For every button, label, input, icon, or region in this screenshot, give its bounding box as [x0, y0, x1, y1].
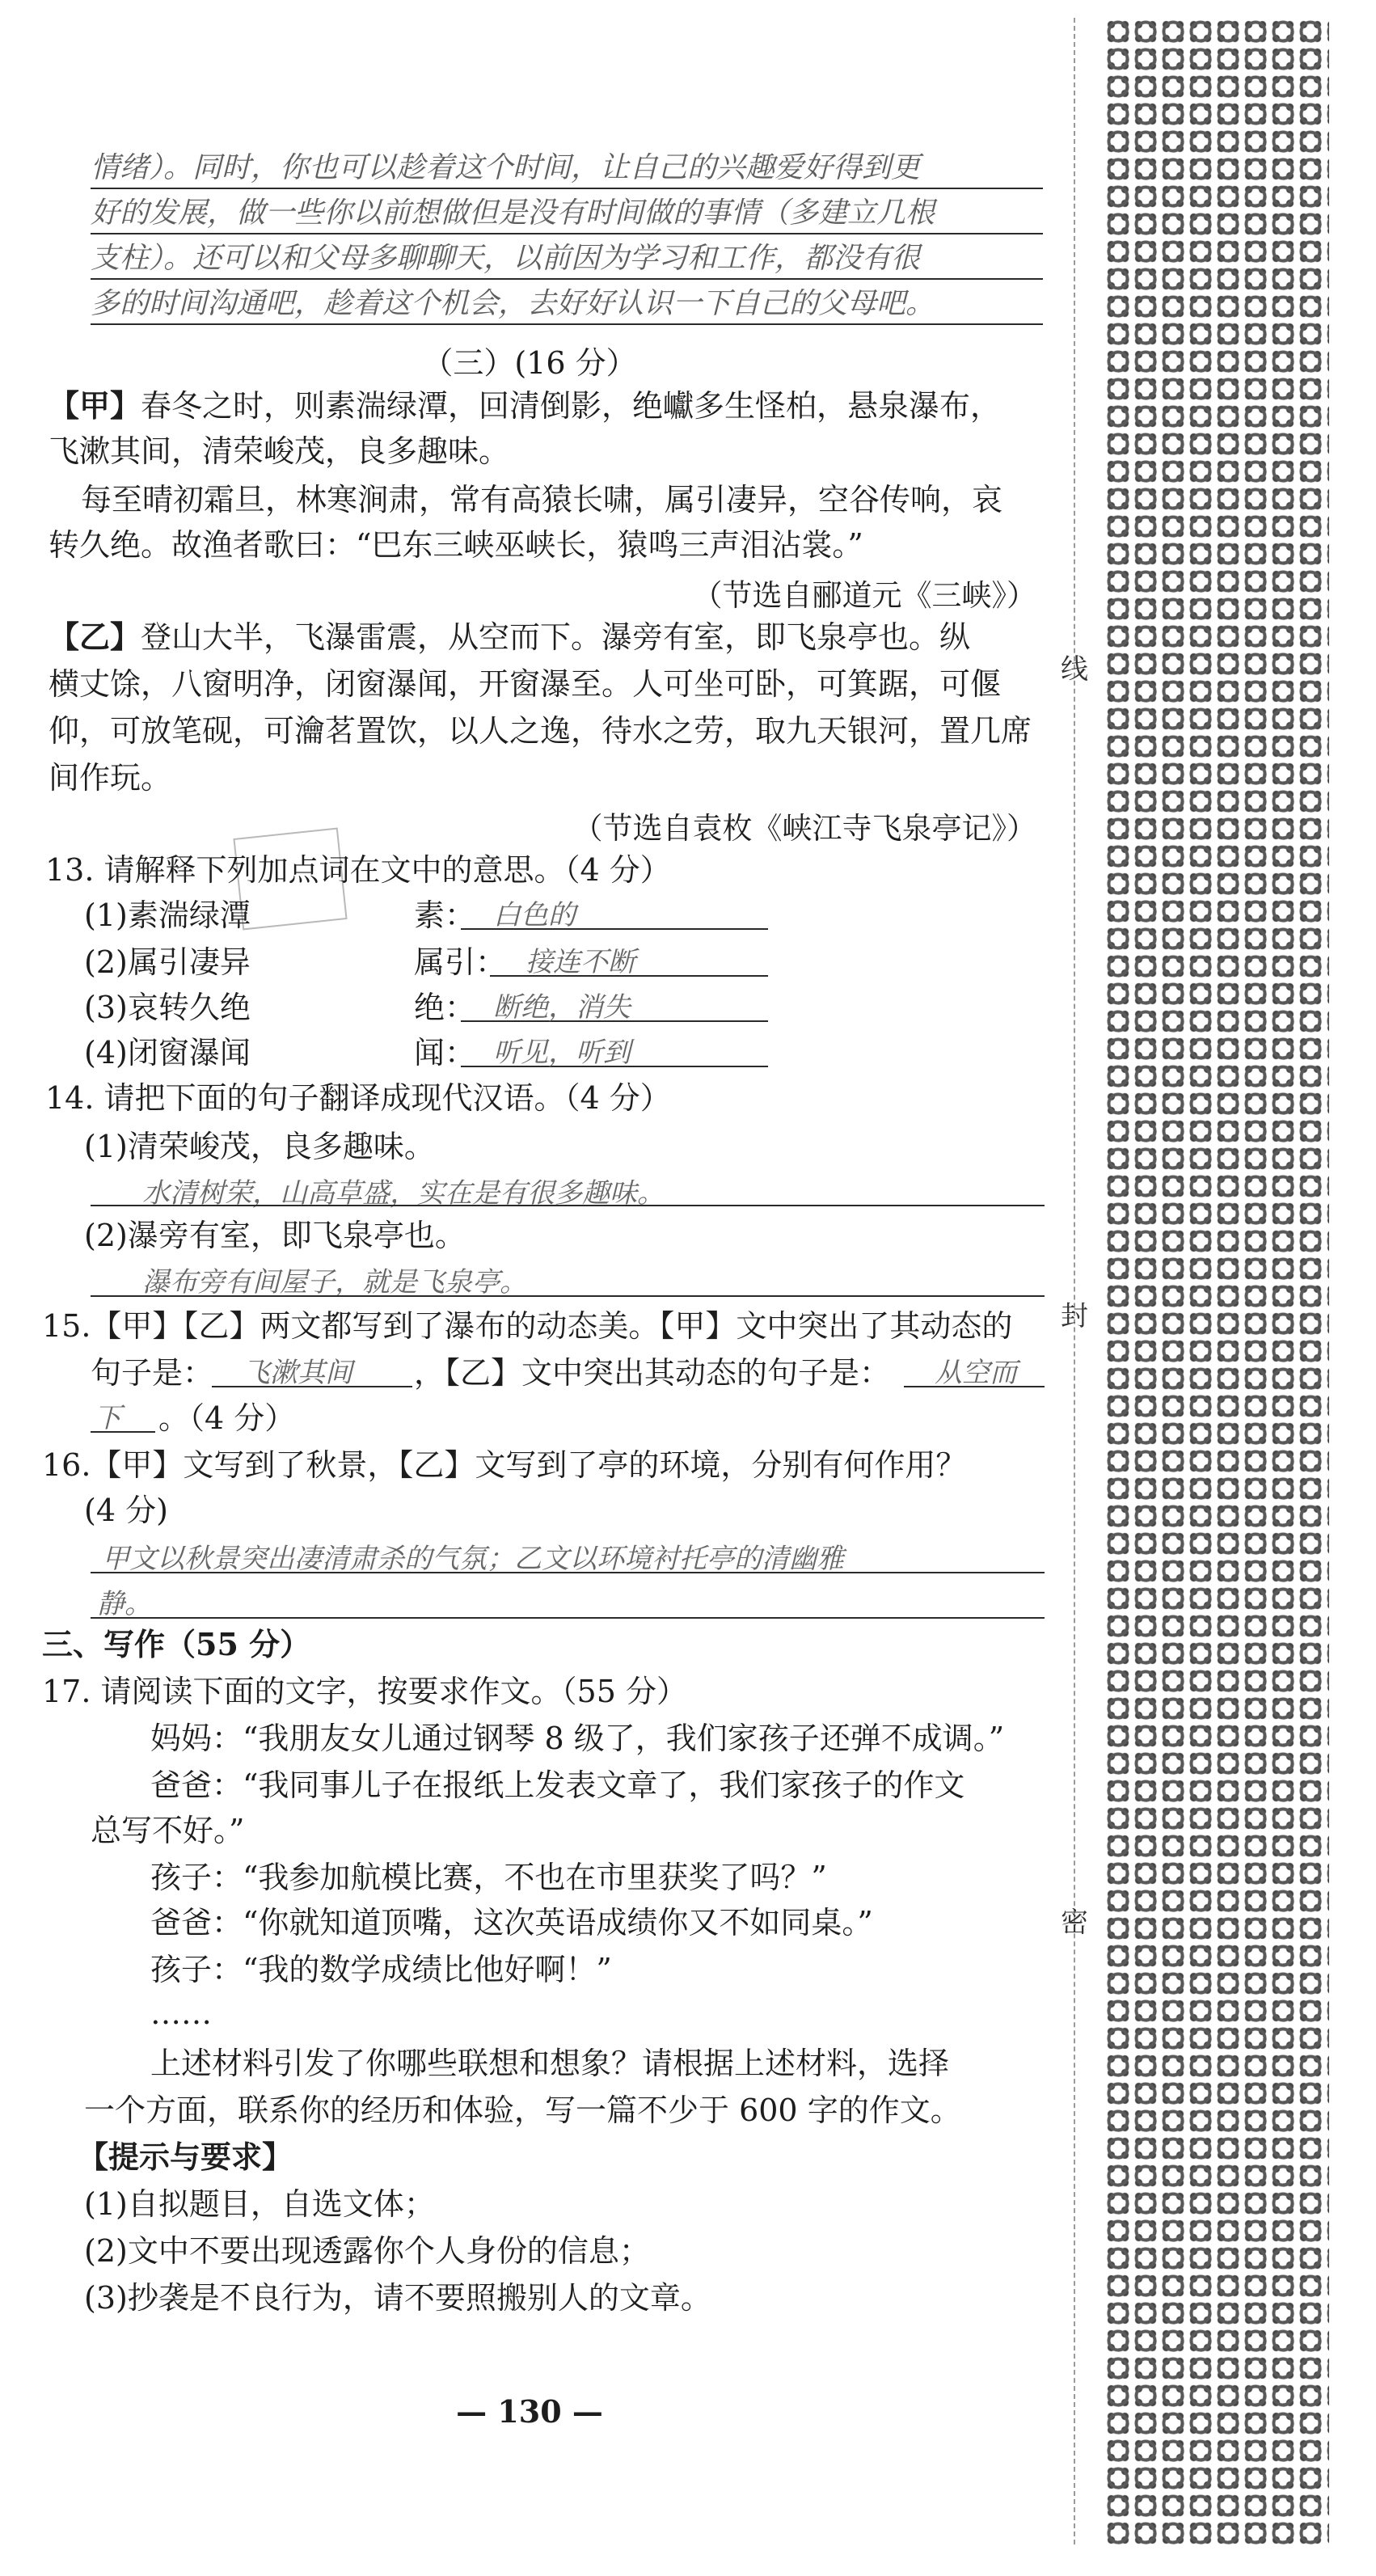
- passage-jia-line-4: 转久绝。故渔者歌曰：“巴东三峡巫峡长，猿鸣三声泪沾裳。”: [49, 527, 863, 563]
- q13-answer-3: 断绝，消失: [493, 991, 631, 1024]
- q14-answer-2: 瀑布旁有间屋子，就是飞泉亭。: [142, 1266, 527, 1299]
- q17-prompt-2: 一个方面，联系你的经历和体验，写一篇不少于 600 字的作文。: [84, 2092, 961, 2128]
- passage-jia-line-1: [49, 383, 1001, 429]
- q14-answer-1: 水清树荣，山高草盛，实在是有很多趣味。: [142, 1177, 665, 1210]
- q16-line-2: (4 分): [84, 1493, 168, 1528]
- passage-yi-text: 登山大半，飞瀑雷震，从空而下。瀑旁有室，即飞泉亭也。纵: [141, 619, 971, 655]
- passage-yi-line-1: [49, 614, 970, 660]
- q17-tips-title: 【提示与要求】: [78, 2139, 293, 2175]
- answer-rule: [91, 233, 1043, 234]
- passage-yi-line-3: 仰，可放笔砚，可瀹茗置饮，以人之逸，待水之劳，取九天银河，置几席: [49, 713, 1032, 749]
- section-writing-title: 三、写作（55 分）: [42, 1626, 311, 1662]
- binding-mark-seal: 封: [1061, 1300, 1088, 1332]
- passage-jia-line-2: 飞漱其间，清荣峻茂，良多趣味。: [49, 433, 510, 469]
- passage-yi-line-2: 横丈馀，八窗明净，闭窗瀑闻，开窗瀑至。人可坐可卧，可箕踞，可偃: [49, 666, 1002, 702]
- q17-dialog-1: 妈妈：“我朋友女儿通过钢琴 8 级了，我们家孩子还弹不成调。”: [150, 1721, 1005, 1756]
- q13-item-3-word: 绝：: [414, 990, 476, 1025]
- q13-item-2-word: 属引：: [414, 944, 507, 980]
- passage-jia-label: 【甲】: [49, 387, 141, 424]
- prev-answer-line-3: 支柱）。还可以和父母多聊聊天，以前因为学习和工作，都没有很: [91, 242, 921, 275]
- q17-dialog-4: 孩子：“我参加航模比赛，不也在市里获奖了吗？”: [150, 1860, 827, 1895]
- q15-answer-1: 飞漱其间: [243, 1357, 352, 1389]
- q15-answer-line-2[interactable]: [904, 1386, 1045, 1387]
- q13-answer-4: 听见，听到: [493, 1037, 631, 1069]
- prev-answer-line-2: 好的发展，做一些你以前想做但是没有时间做的事情（多建立几根: [91, 196, 935, 230]
- q13-item-1-word: 素：: [414, 897, 476, 933]
- q13-item-4-phrase: (4)闭窗瀑闻: [84, 1035, 251, 1071]
- q15-answer-line-1[interactable]: [212, 1386, 412, 1387]
- answer-rule: [91, 323, 1043, 325]
- prev-answer-line-4: 多的时间沟通吧，趁着这个机会，去好好认识一下自己的父母吧。: [91, 287, 935, 320]
- q16-line-1: 16.【甲】文写到了秋景，【乙】文写到了亭的环境，分别有何作用？: [42, 1447, 967, 1483]
- q15-mid: ，【乙】文中突出其动态的句子是：: [414, 1355, 891, 1391]
- q14-sentence-1: (1)清荣峻茂，良多趣味。: [84, 1129, 435, 1164]
- q14-sentence-2: (2)瀑旁有室，即飞泉亭也。: [84, 1218, 466, 1253]
- q16-answer-line-1[interactable]: [91, 1572, 1045, 1573]
- q16-answer-line-2[interactable]: [91, 1617, 1045, 1619]
- q16-answer-2: 静。: [97, 1588, 152, 1620]
- q17-dialog-7: ……: [150, 1995, 212, 2031]
- section-3-header: （三）(16 分）: [422, 345, 637, 381]
- q17-tip-3: (3)抄袭是不良行为，请不要照搬别人的文章。: [84, 2280, 711, 2316]
- q17-tip-1: (1)自拟题目，自选文体；: [84, 2186, 435, 2222]
- prev-answer-line-1: 情绪）。同时，你也可以趁着这个时间，让自己的兴趣爱好得到更: [91, 151, 921, 184]
- q13-item-4-word: 闻：: [414, 1035, 476, 1071]
- q17-prompt-1: 上述材料引发了你哪些联想和想象？请根据上述材料，选择: [150, 2046, 950, 2081]
- decorative-pattern-strip: [1104, 18, 1329, 2544]
- q15-answer-2b: 下: [94, 1402, 121, 1434]
- passage-jia-line-3: 每至晴初霜旦，林寒涧肃，常有高猿长啸，属引凄异，空谷传响，哀: [81, 482, 1003, 517]
- q15-tail: 。（4 分）: [158, 1400, 296, 1436]
- q13-answer-2: 接连不断: [525, 946, 635, 978]
- passage-yi-source: （节选自袁枚《峡江寺飞泉亭记》）: [572, 811, 1036, 846]
- q17-dialog-5: 爸爸：“你就知道顶嘴，这次英语成绩你又不如同桌。”: [150, 1905, 873, 1940]
- passage-jia-text: 春冬之时，则素湍绿潭，回清倒影，绝巘多生怪柏，悬泉瀑布，: [141, 388, 1002, 424]
- q17-dialog-2: 爸爸：“我同事儿子在报纸上发表文章了，我们家孩子的作文: [150, 1767, 965, 1803]
- q17-dialog-3: 总写不好。”: [91, 1813, 245, 1848]
- q16-answer-1: 甲文以秋景突出凄清肃杀的气氛；乙文以环境衬托亭的清幽雅: [102, 1543, 844, 1575]
- passage-yi-line-4: 间作玩。: [49, 760, 172, 796]
- q15-answer-2a: 从空而: [935, 1357, 1017, 1389]
- page-number: — 130 —: [456, 2393, 603, 2430]
- q14-answer-line-2[interactable]: [91, 1295, 1045, 1297]
- q13-item-1-phrase: (1)素湍绿潭: [84, 897, 251, 933]
- binding-dashed-line: [1074, 18, 1075, 2544]
- passage-yi-label: 【乙】: [49, 619, 141, 655]
- q13-answer-1: 白色的: [493, 899, 576, 931]
- q14-answer-line-1[interactable]: [91, 1205, 1045, 1206]
- q17-tip-2: (2)文中不要出现透露你个人身份的信息；: [84, 2233, 650, 2269]
- answer-rule: [91, 278, 1043, 280]
- q13-stem: 13. 请解释下列加点词在文中的意思。（4 分）: [45, 852, 671, 888]
- q13-item-2-phrase: (2)属引凄异: [84, 944, 251, 980]
- binding-mark-line: 线: [1061, 653, 1088, 686]
- q14-stem: 14. 请把下面的句子翻译成现代汉语。（4 分）: [45, 1080, 671, 1116]
- q15-pre: 句子是：: [91, 1355, 214, 1391]
- q17-stem: 17. 请阅读下面的文字，按要求作文。（55 分）: [42, 1674, 687, 1709]
- q15-line-1: 15.【甲】【乙】两文都写到了瀑布的动态美。【甲】文中突出了其动态的: [42, 1308, 1013, 1344]
- binding-mark-secret: 密: [1061, 1907, 1088, 1939]
- q15-answer-line-3[interactable]: [91, 1431, 155, 1433]
- answer-rule: [91, 188, 1043, 189]
- passage-jia-source: （节选自郦道元《三峡》）: [692, 578, 1036, 613]
- q13-item-3-phrase: (3)哀转久绝: [84, 990, 251, 1025]
- q17-dialog-6: 孩子：“我的数学成绩比他好啊！”: [150, 1952, 612, 1987]
